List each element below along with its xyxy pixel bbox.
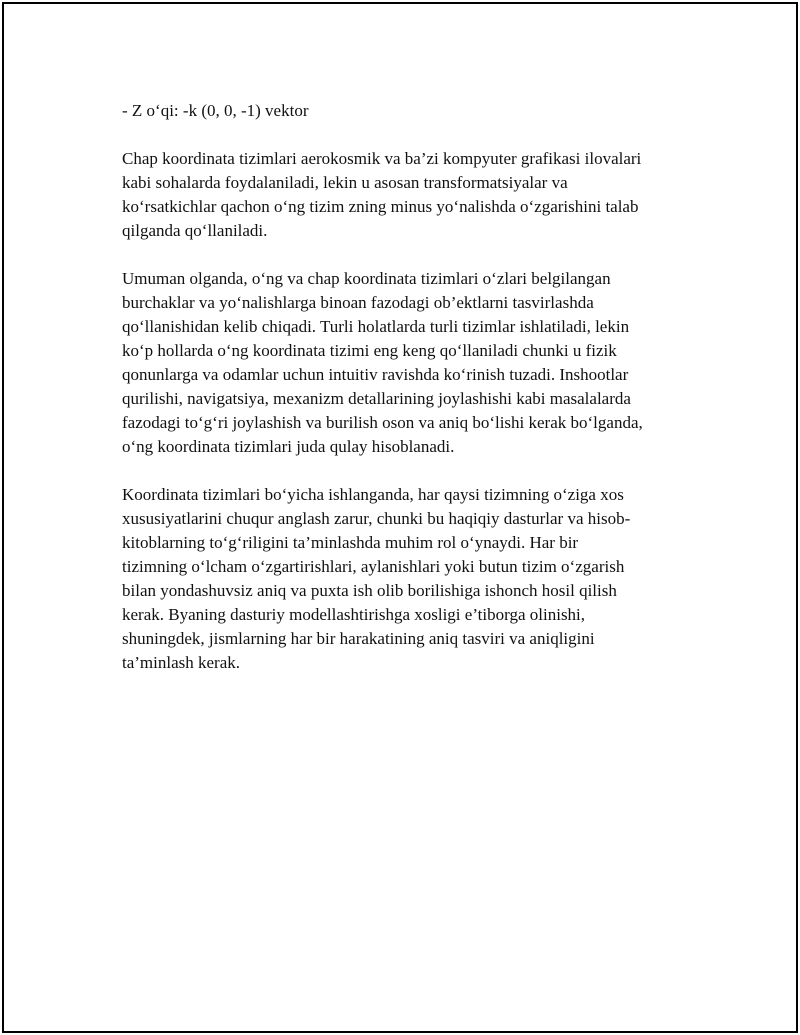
paragraph-3-line-8: ta’minlash kerak. (122, 653, 241, 672)
paragraph-2-line-5: qonunlarga va odamlar uchun intuitiv ravishda ko‘rinish tuzadi. Inshootlar (122, 365, 629, 384)
paragraph-2-line-7: fazodagi to‘g‘ri joylashish va burilish oson va aniq bo‘lishi kerak bo‘lganda, (122, 413, 643, 432)
paragraph-2-line-2: burchaklar va yo‘nalishlarga binoan fazodagi ob’ektlarni tasvirlashda (122, 293, 594, 312)
paragraph-1-line-3: ko‘rsatkichlar qachon o‘ng tizim zning minus yo‘nalishda o‘zgarishini talab (122, 197, 639, 216)
paragraph-3-line-5: bilan yondashuvsiz aniq va puxta ish olib borilishiga ishonch hosil qilish (122, 581, 617, 600)
header-line: - Z o‘qi: -k (0, 0, -1) vektor (122, 101, 309, 120)
paragraph-3-line-4: tizimning o‘lcham o‘zgartirishlari, aylanishlari yoki butun tizim o‘zgarish (122, 557, 625, 576)
paragraph-2 (122, 267, 697, 459)
paragraph-1-line-1: Chap koordinata tizimlari aerokosmik va ba’zi kompyuter grafikasi ilovalari (122, 149, 642, 168)
paragraph-2-line-1: Umuman olganda, o‘ng va chap koordinata tizimlari o‘zlari belgilangan (122, 269, 611, 288)
paragraph-2-line-8: o‘ng koordinata tizimlari juda qulay hisoblanadi. (122, 437, 455, 456)
paragraph-2-line-4: ko‘p hollarda o‘ng koordinata tizimi eng keng qo‘llaniladi chunki u fizik (122, 341, 617, 360)
paragraph-3 (122, 483, 697, 675)
paragraph-3-line-2: xususiyatlarini chuqur anglash zarur, chunki bu haqiqiy dasturlar va hisob- (122, 509, 631, 528)
paragraph-1 (122, 147, 697, 243)
header-line-block (122, 99, 697, 123)
paragraph-2-line-3: qo‘llanishidan kelib chiqadi. Turli holatlarda turli tizimlar ishlatiladi, lekin (122, 317, 630, 336)
document-body (122, 99, 697, 699)
paragraph-3-line-1: Koordinata tizimlari bo‘yicha ishlanganda, har qaysi tizimning o‘ziga xos (122, 485, 624, 504)
page-frame (2, 2, 798, 1033)
paragraph-3-line-3: kitoblarning to‘g‘riligini ta’minlashda muhim rol o‘ynaydi. Har bir (122, 533, 579, 552)
paragraph-3-line-6: kerak. Byaning dasturiy modellashtirishga xosligi e’tiborga olinishi, (122, 605, 586, 624)
paragraph-1-line-2: kabi sohalarda foydalaniladi, lekin u asosan transformatsiyalar va (122, 173, 568, 192)
paragraph-3-line-7: shuningdek, jismlarning har bir harakatining aniq tasviri va aniqligini (122, 629, 595, 648)
paragraph-2-line-6: qurilishi, navigatsiya, mexanizm detallarining joylashishi kabi masalalarda (122, 389, 631, 408)
paragraph-1-line-4: qilganda qo‘llaniladi. (122, 221, 268, 240)
